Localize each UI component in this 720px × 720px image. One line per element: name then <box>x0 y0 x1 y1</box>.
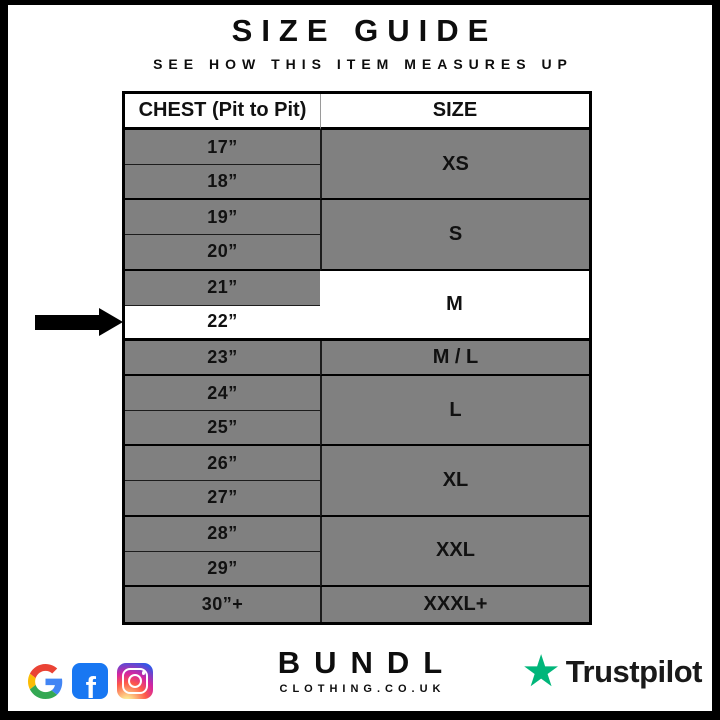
brand-name: BUNDL <box>277 645 457 680</box>
chest-cell-17: 17” <box>125 130 320 165</box>
page-subtitle: SEE HOW THIS ITEM MEASURES UP <box>153 56 573 72</box>
facebook-f-glyph: f <box>85 670 96 699</box>
size-cell-l: L <box>320 376 589 446</box>
chest-cell-21: 21” <box>125 271 320 306</box>
trustpilot-star-icon: ★ <box>521 647 561 696</box>
chest-cell-19: 19” <box>125 200 320 235</box>
size-cell-m-l: M / L <box>320 341 589 376</box>
chest-cell-29: 29” <box>125 552 320 587</box>
size-cell-xxxl-plus: XXXL+ <box>320 587 589 622</box>
size-column-header: SIZE <box>320 94 589 130</box>
trustpilot-logo <box>521 647 702 696</box>
chest-cell-25: 25” <box>125 411 320 446</box>
chest-cell-23: 23” <box>125 341 320 376</box>
right-arrow-icon <box>35 308 123 337</box>
chest-column-header: CHEST (Pit to Pit) <box>125 94 320 130</box>
page-title: SIZE GUIDE <box>231 13 498 48</box>
chest-cell-24: 24” <box>125 376 320 411</box>
chest-cell-30plus: 30”+ <box>125 587 320 622</box>
chest-cell-18: 18” <box>125 165 320 200</box>
chest-cell-27: 27” <box>125 481 320 516</box>
size-guide-table <box>122 91 592 625</box>
size-cell-xs: XS <box>320 130 589 200</box>
chest-cell-22-highlighted: 22” <box>125 306 320 341</box>
brand-domain: CLOTHING.CO.UK <box>279 683 446 695</box>
arrow-head <box>99 308 123 336</box>
size-cell-xxl: XXL <box>320 517 589 587</box>
size-cell-xl: XL <box>320 446 589 516</box>
size-cell-m-highlighted: M <box>320 271 589 341</box>
arrow-shaft <box>35 315 101 330</box>
chest-cell-28: 28” <box>125 517 320 552</box>
chest-cell-26: 26” <box>125 446 320 481</box>
chest-cell-20: 20” <box>125 235 320 270</box>
trustpilot-wordmark: Trustpilot <box>565 654 702 689</box>
size-cell-s: S <box>320 200 589 270</box>
